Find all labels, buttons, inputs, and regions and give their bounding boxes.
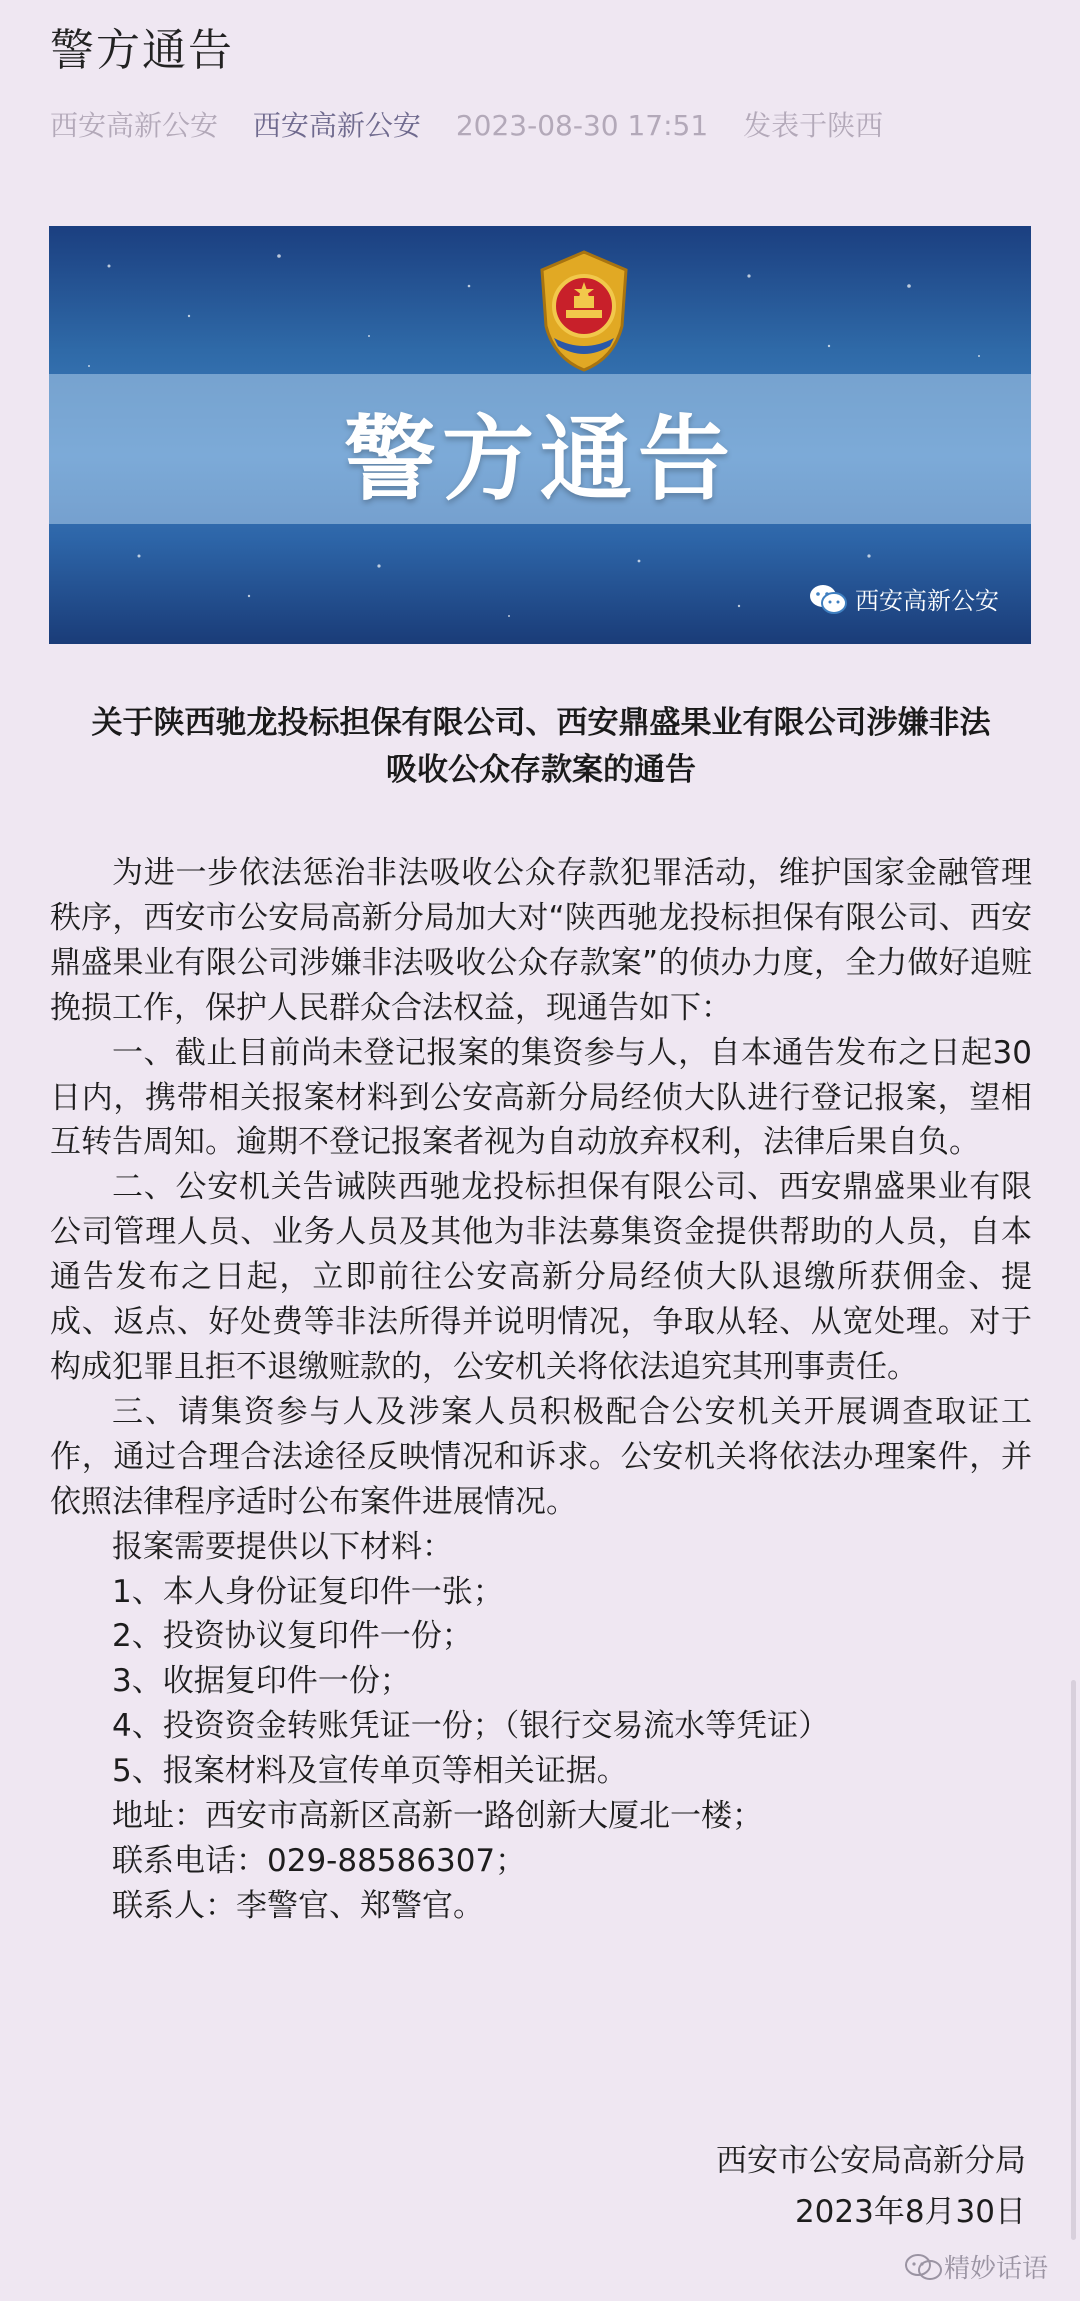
banner-image (49, 226, 1031, 644)
materials-item: 2、投资协议复印件一份； (112, 1618, 473, 1655)
wechat-icon (904, 2253, 944, 2281)
signature-date: 2023年8月30日 (794, 2194, 1026, 2230)
banner-account-name: 西安高新公安 (855, 587, 999, 615)
materials-item: 4、投资资金转账凭证一份；（银行交易流水等凭证） (112, 1708, 830, 1745)
notice-body (50, 851, 1032, 1929)
notice-heading-line: 关于陕西驰龙投标担保有限公司、西安鼎盛果业有限公司涉嫌非法 (91, 705, 991, 741)
article-meta (50, 104, 909, 144)
clause-paragraph-2: 二、公安机关告诫陕西驰龙投标担保有限公司、西安鼎盛果业有限公司管理人员、业务人员及其他为非法募集资金提供帮助的人员，自本通告发布之日起，立即前往公安高新分局经侦大队退缴所获佣金、提成、返点、好处费等非法所得并说明情况，争取从轻、从宽处理。对于构成犯罪且拒不退缴赃款的，公安机关将依法追究其刑事责任。 (50, 1169, 1032, 1385)
signature-org: 西安市公安局高新分局 (716, 2143, 1026, 2179)
notice-heading-line: 吸收公众存款案的通告 (386, 752, 696, 788)
contact-line: 联系人：李警官、郑警官。 (112, 1887, 484, 1924)
wechat-icon (809, 583, 847, 615)
source-name: 西安高新公安 (50, 109, 219, 142)
publish-location: 发表于陕西 (743, 109, 884, 142)
clause-paragraph-1: 一、截止目前尚未登记报案的集资参与人，自本通告发布之日起30日内，携带相关报案材料到公安高新分局经侦大队进行登记报案，望相互转告周知。逾期不登记报案者视为自动放弃权利，法律后果自负。 (50, 1034, 1032, 1161)
publish-datetime: 2023-08-30 17:51 (455, 109, 709, 142)
page-title: 警方通告 (50, 25, 234, 76)
phone-line[interactable]: 联系电话：029-88586307； (112, 1842, 527, 1879)
address-line: 地址：西安市高新区高新一路创新大厦北一楼； (112, 1798, 763, 1835)
watermark-text: 精妙话语 (943, 2254, 1048, 2284)
banner-headline: 警方通告 (343, 406, 736, 513)
account-link[interactable]: 西安高新公安 (252, 109, 421, 142)
materials-item: 3、收据复印件一份； (112, 1663, 411, 1700)
clause-paragraph-3: 三、请集资参与人及涉案人员积极配合公安机关开展调查取证工作，通过合理合法途径反映情况和诉求。公安机关将依法办理案件，并依照法律程序适时公布案件进展情况。 (50, 1393, 1032, 1520)
materials-item: 5、报案材料及宣传单页等相关证据。 (112, 1753, 628, 1790)
signature-block (716, 2136, 1026, 2238)
materials-item: 1、本人身份证复印件一张； (112, 1573, 504, 1610)
source-watermark (904, 2248, 1048, 2285)
scrollbar[interactable] (1071, 1680, 1076, 2240)
notice-heading (50, 700, 1032, 794)
intro-paragraph: 为进一步依法惩治非法吸收公众存款犯罪活动，维护国家金融管理秩序，西安市公安局高新分局加大对“陕西驰龙投标担保有限公司、西安鼎盛果业有限公司涉嫌非法吸收公众存款案”的侦办力度，全力做好追赃挽损工作，保护人民群众合法权益，现通告如下： (50, 855, 1032, 1026)
banner-account-tag (809, 581, 999, 616)
police-emblem-icon (522, 246, 646, 376)
materials-title: 报案需要提供以下材料： (112, 1528, 453, 1565)
